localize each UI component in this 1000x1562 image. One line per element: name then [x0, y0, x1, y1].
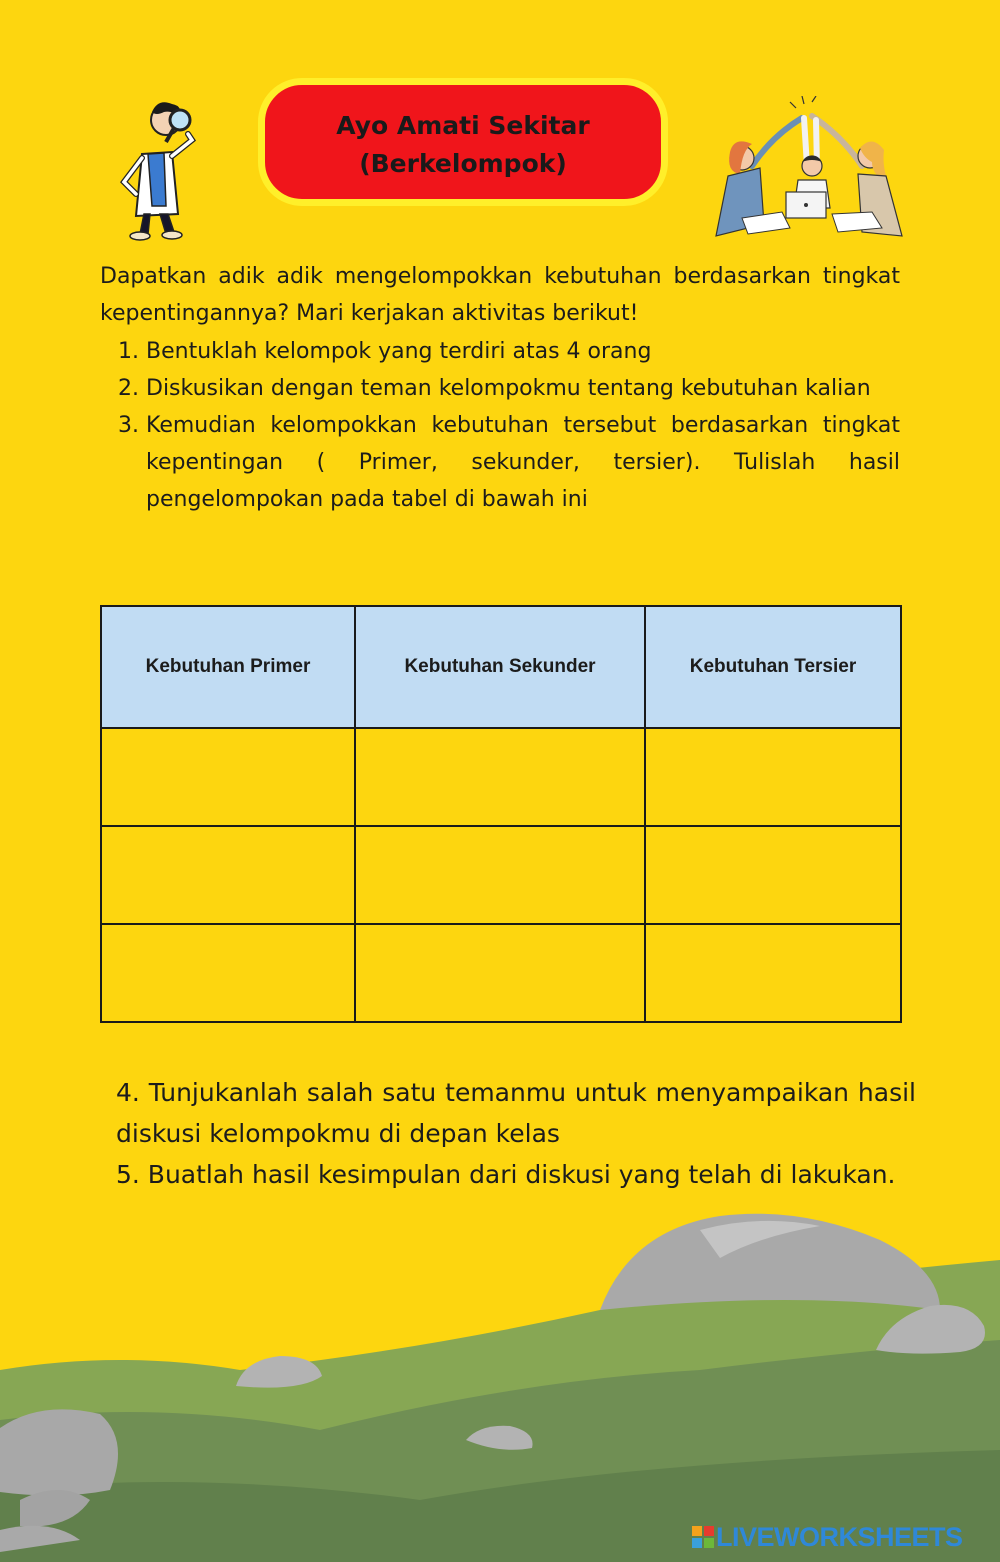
- list-item: [100, 407, 900, 518]
- header-tersier: Kebutuhan Tersier: [645, 606, 901, 728]
- step-5-text: 5. Buatlah hasil kesimpulan dari diskusi yang telah di lakukan.: [116, 1160, 896, 1189]
- step-4-text: 4. Tunjukanlah salah satu temanmu untuk menyampaikan hasil diskusi kelompokmu di depan kelas: [116, 1078, 916, 1148]
- answer-cell[interactable]: [355, 826, 645, 924]
- answer-cell[interactable]: [645, 728, 901, 826]
- list-item: [100, 370, 900, 407]
- list-item: [100, 333, 900, 370]
- table-row: [101, 728, 901, 826]
- step-text: Bentuklah kelompok yang terdiri atas 4 orang: [146, 339, 652, 364]
- step-number: 2.: [118, 376, 139, 401]
- liveworksheets-logo-icon: [692, 1526, 714, 1548]
- title-line-1: Ayo Amati Sekitar: [336, 111, 590, 140]
- title-banner: [258, 78, 668, 206]
- closing-steps: [116, 1072, 916, 1195]
- answer-cell[interactable]: [645, 826, 901, 924]
- scientist-with-magnifier-icon: [108, 96, 208, 241]
- answer-cell[interactable]: [355, 924, 645, 1022]
- landscape-decoration: [0, 1200, 1000, 1562]
- answer-cell[interactable]: [101, 924, 355, 1022]
- brand-name: LIVEWORKSHEETS: [716, 1521, 963, 1552]
- step-text: Diskusikan dengan teman kelompokmu tentang kebutuhan kalian: [146, 376, 871, 401]
- brand-watermark: [692, 1520, 963, 1554]
- step-number: 1.: [118, 339, 139, 364]
- answer-cell[interactable]: [355, 728, 645, 826]
- intro-paragraph: Dapatkan adik adik mengelompokkan kebutuhan berdasarkan tingkat kepentingannya? Mari kerjakan aktivitas berikut!: [100, 264, 900, 326]
- answer-cell[interactable]: [101, 728, 355, 826]
- needs-table: [100, 605, 902, 1023]
- team-illustration: [712, 96, 907, 245]
- table-row: [101, 826, 901, 924]
- table-row: [101, 924, 901, 1022]
- answer-cell[interactable]: [101, 826, 355, 924]
- title-line-2: (Berkelompok): [359, 149, 567, 178]
- team-high-five-icon: [712, 96, 907, 241]
- step-text: Kemudian kelompokkan kebutuhan tersebut berdasarkan tingkat kepentingan ( Primer, sekunder, tersier). Tulislah hasil pengelompokan pada tabel di bawah ini: [146, 413, 900, 512]
- step-number: 3.: [118, 413, 139, 438]
- scientist-illustration: [108, 96, 208, 245]
- answer-cell[interactable]: [645, 924, 901, 1022]
- header-sekunder: Kebutuhan Sekunder: [355, 606, 645, 728]
- table-header-row: [101, 606, 901, 728]
- steps-list: [100, 333, 900, 518]
- header-primer: Kebutuhan Primer: [101, 606, 355, 728]
